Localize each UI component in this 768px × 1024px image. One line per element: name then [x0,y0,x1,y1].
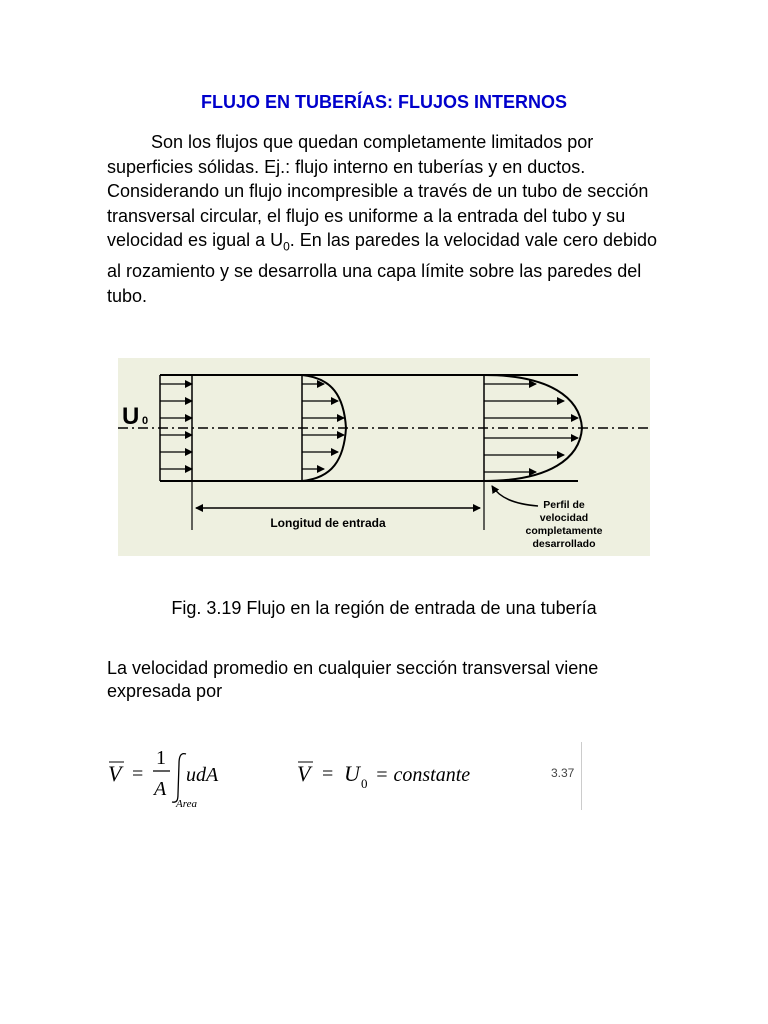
profile-label-line: desarrollado [532,538,596,550]
average-velocity-equation [100,740,600,820]
average-velocity-symbol: V [108,761,122,786]
intro-subscript: 0 [283,239,290,254]
constant-term: = constante [375,764,471,786]
figure-caption: Fig. 3.19 Flujo en la región de entrada de una tubería [171,598,597,618]
inlet-velocity-term: U [344,761,360,786]
equation-divider [581,742,582,810]
profile-label-line: Perfil de [543,499,585,511]
equals-sign-2: = [322,763,334,785]
integral-sign [172,754,186,803]
inlet-velocity-label: U [122,403,140,430]
page-title: FLUJO EN TUBERÍAS: FLUJOS INTERNOS [200,92,568,112]
equation-graphic [100,740,600,820]
integrand: udA [186,764,219,786]
inlet-velocity-term-subscript: 0 [361,776,368,791]
fraction-denominator: A [154,778,167,800]
integral-subscript: Area [176,798,197,810]
profile-label-line: velocidad [539,512,589,524]
average-velocity-symbol-2: V [297,761,311,786]
intro-paragraph [107,130,667,308]
intro-text-1: Son los flujos que quedan completamente limitados por superficies sólidas. Ej.: flujo interno en tuberías y en ductos. Considerando un flujo incompresible a través de un tubo de sección transversal circular, el flujo es uniforme a la entrada del tubo y su velocidad es igual a U [107,132,649,250]
entrance-length-label: Longitud de entrada [270,516,386,530]
body-paragraph: La velocidad promedio en cualquier sección transversal viene expresada por [107,658,599,701]
profile-label-line: completamente [525,525,603,537]
inlet-velocity-subscript: 0 [142,415,149,427]
intro-text-2: . En las paredes la velocidad vale cero debido al rozamiento y se desarrolla una capa límite sobre las paredes del tubo. [107,230,658,306]
pipe-flow-diagram [118,358,650,556]
equation-number: 3.37 [551,766,575,780]
fraction-numerator: 1 [156,747,166,769]
equals-sign: = [132,763,144,785]
pipe-flow-figure [118,358,650,556]
